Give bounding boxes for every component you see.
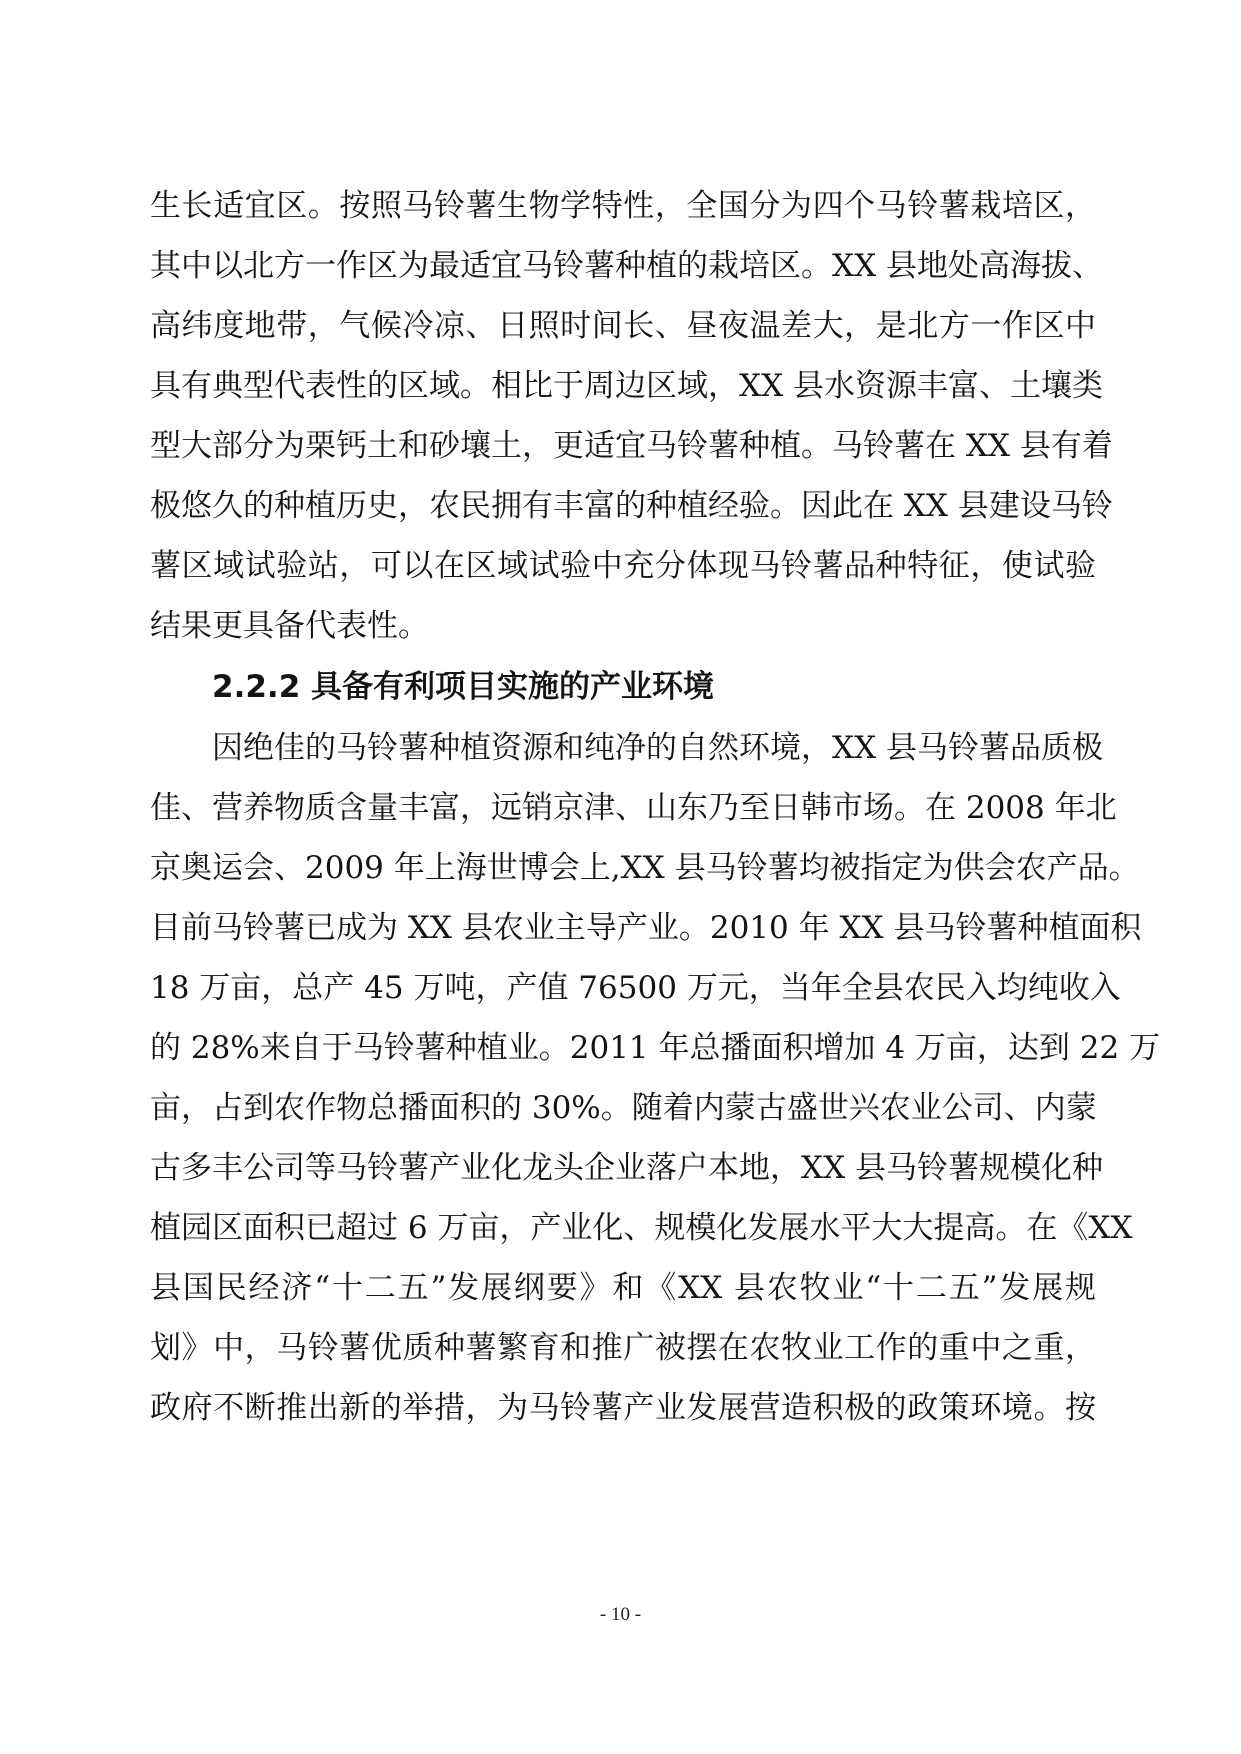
text-line: 亩，占到农作物总播面积的 30%。随着内蒙古盛世兴农业公司、内蒙 [150,1090,1097,1126]
text-line: 生长适宜区。按照马铃薯生物学特性，全国分为四个马铃薯栽培区， [150,188,1096,224]
text-line: 薯区域试验站，可以在区域试验中充分体现马铃薯品种特征，使试验 [150,548,1096,584]
text-line: 极悠久的种植历史，农民拥有丰富的种植经验。因此在 XX 县建设马铃 [150,488,1113,524]
text-line: 古多丰公司等马铃薯产业化龙头企业落户本地，XX 县马铃薯规模化种 [150,1150,1103,1186]
text-line: 京奥运会、2009 年上海世博会上,XX 县马铃薯均被指定为供会农产品。 [150,850,1140,886]
text-line: 型大部分为栗钙土和砂壤土，更适宜马铃薯种植。马铃薯在 XX 县有着 [150,428,1113,464]
text-line: 其中以北方一作区为最适宜马铃薯种植的栽培区。XX 县地处高海拔、 [150,248,1103,284]
text-line: 植园区面积已超过 6 万亩，产业化、规模化发展水平大大提高。在《XX [150,1210,1133,1246]
text-line: 具有典型代表性的区域。相比于周边区域，XX 县水资源丰富、土壤类 [150,368,1103,404]
text-line: 目前马铃薯已成为 XX 县农业主导产业。2010 年 XX 县马铃薯种植面积 [150,910,1142,946]
paragraph-2 [150,718,1161,1438]
section-heading: 2.2.2 具备有利项目实施的产业环境 [212,669,715,705]
text-line: 18 万亩，总产 45 万吨，产值 76500 万元，当年全县农民入均纯收入 [150,970,1121,1006]
text-line: 高纬度地带，气候冷凉、日照时间长、昼夜温差大，是北方一作区中 [150,308,1096,344]
document-body [150,176,1161,1438]
page-number: - 10 - [599,1604,642,1625]
text-line: 的 28%来自于马铃薯种植业。2011 年总播面积增加 4 万亩，达到 22 万 [150,1030,1161,1066]
text-line: 因绝佳的马铃薯种植资源和纯净的自然环境，XX 县马铃薯品质极 [212,730,1103,766]
paragraph-1 [150,176,1113,656]
text-line: 划》中，马铃薯优质种薯繁育和推广被摆在农牧业工作的重中之重， [150,1330,1096,1366]
text-line: 佳、营养物质含量丰富，远销京津、山东乃至日韩市场。在 2008 年北 [150,790,1117,826]
text-line: 结果更具备代表性。 [150,608,429,644]
text-line: 政府不断推出新的举措，为马铃薯产业发展营造积极的政策环境。按 [150,1390,1096,1426]
text-line: 县国民经济“十二五”发展纲要》和《XX 县农牧业“十二五”发展规 [150,1270,1096,1306]
